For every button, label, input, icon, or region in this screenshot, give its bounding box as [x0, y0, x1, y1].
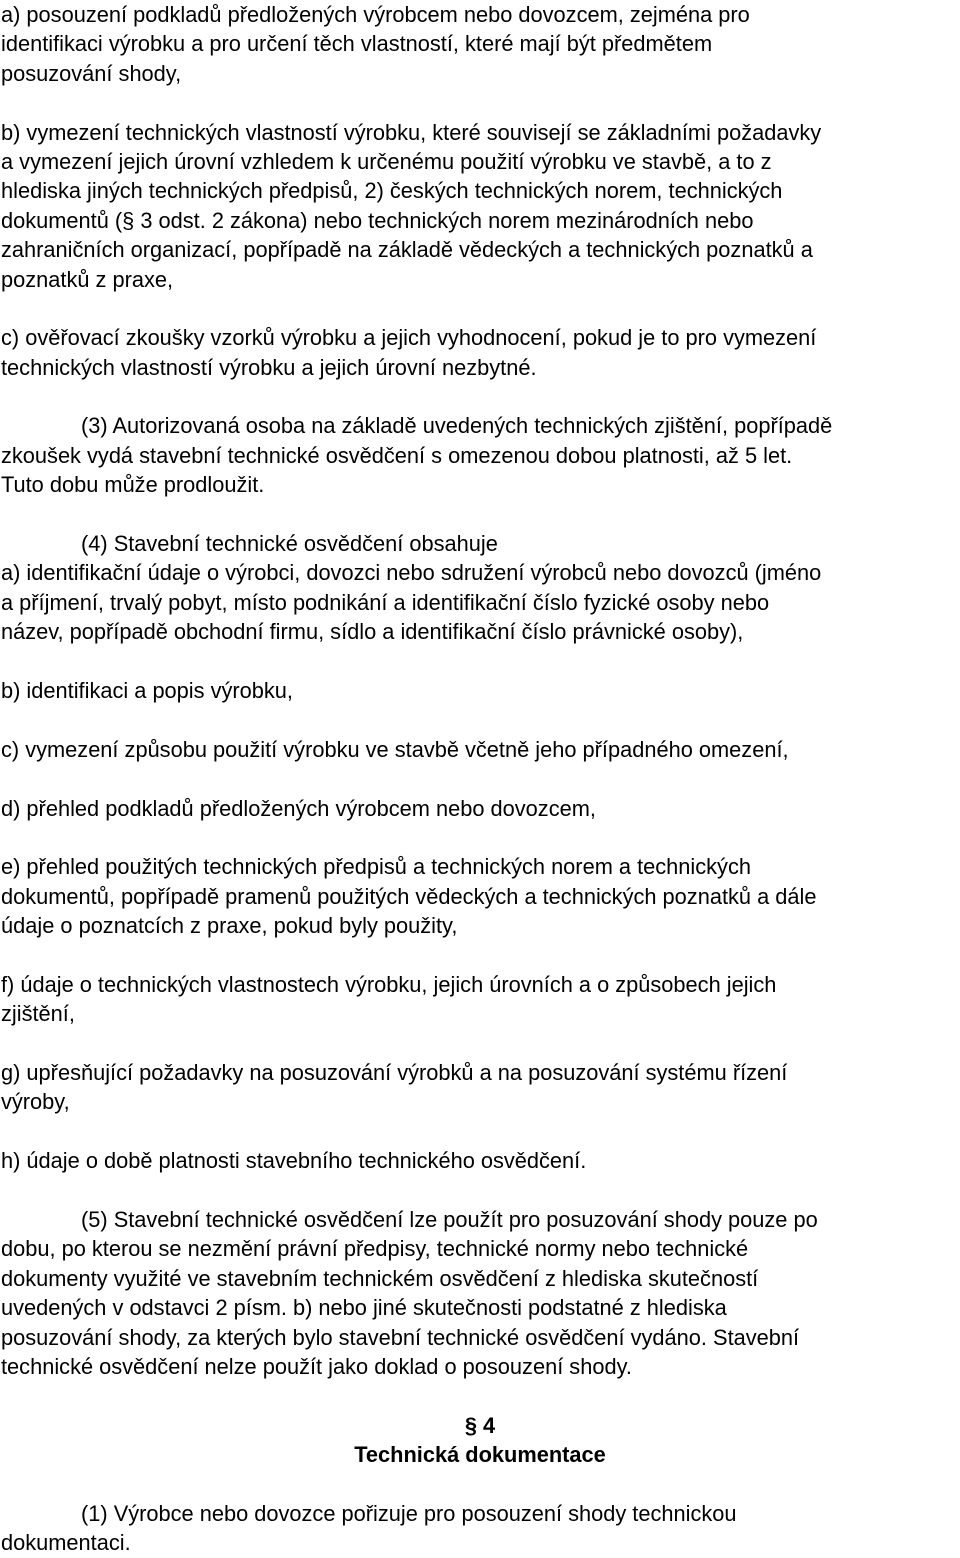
text-line: název, popřípadě obchodní firmu, sídlo a identifikační číslo právnické osoby), — [1, 619, 744, 645]
text-line: zkoušek vydá stavební technické osvědčení s omezenou dobou platnosti, až 5 let. — [1, 442, 793, 468]
text-line: zjištění, — [1, 1001, 75, 1027]
list-item-4g — [1, 1058, 959, 1117]
text-line: technických vlastností výrobku a jejich úrovní nezbytné. — [1, 354, 537, 380]
paragraph-heading: (4) Stavební technické osvědčení obsahuje — [81, 531, 498, 557]
text-line: posuzování shody, — [1, 60, 182, 86]
text-line: (1) Výrobce nebo dovozce pořizuje pro posouzení shody technickou — [81, 1500, 737, 1526]
text-line: dobu, po kterou se nezmění právní předpisy, technické normy nebo technické — [1, 1236, 749, 1262]
text-line: dokumentaci. — [1, 1530, 131, 1556]
text-line: a) posouzení podkladů předložených výrobcem nebo dovozcem, zejména pro — [1, 2, 750, 27]
list-item-4h: h) údaje o době platnosti stavebního technického osvědčení. — [1, 1148, 587, 1174]
text-line: a příjmení, trvalý pobyt, místo podnikání a identifikační číslo fyzické osoby nebo — [1, 589, 770, 615]
text-line: (5) Stavební technické osvědčení lze použít pro posuzování shody pouze po — [81, 1207, 818, 1233]
text-line: výroby, — [1, 1089, 70, 1115]
paragraph-3 — [1, 411, 959, 499]
document-page — [1, 0, 959, 1558]
text-line: a) identifikační údaje o výrobci, dovozci nebo sdružení výrobců nebo dovozců (jméno — [1, 560, 822, 586]
section-title: Technická dokumentace — [354, 1442, 606, 1468]
text-line: f) údaje o technických vlastnostech výrobku, jejich úrovních a o způsobech jejich — [1, 971, 777, 997]
text-line: e) přehled použitých technických předpisů a technických norem a technických — [1, 854, 751, 880]
list-item-4f — [1, 970, 959, 1029]
text-line: uvedených v odstavci 2 písm. b) nebo jiné skutečnosti podstatné z hlediska — [1, 1295, 727, 1321]
list-item-b — [1, 118, 959, 294]
list-item-4e — [1, 852, 959, 940]
text-line: hlediska jiných technických předpisů, 2) českých technických norem, technických — [1, 178, 783, 204]
paragraph-5 — [1, 1205, 959, 1381]
list-item-c — [1, 323, 959, 382]
text-line: a vymezení jejich úrovní vzhledem k určenému použití výrobku ve stavbě, a to z — [1, 148, 772, 174]
text-line: b) vymezení technických vlastností výrobku, které souvisejí se základními požadavky — [1, 119, 822, 145]
text-line: dokumentů, popřípadě pramenů použitých vědeckých a technických poznatků a dále — [1, 883, 817, 909]
list-item-4d: d) přehled podkladů předložených výrobcem nebo dovozcem, — [1, 795, 596, 821]
text-line: údaje o poznatcích z praxe, pokud byly použity, — [1, 913, 458, 939]
text-line: dokumentů (§ 3 odst. 2 zákona) nebo technických norem mezinárodních nebo — [1, 207, 754, 233]
paragraph-4 — [1, 529, 959, 647]
section-4-paragraph-1 — [1, 1499, 959, 1558]
text-line: c) ověřovací zkoušky vzorků výrobku a jejich vyhodnocení, pokud je to pro vymezení — [1, 325, 817, 351]
text-line: g) upřesňující požadavky na posuzování výrobků a na posuzování systému řízení — [1, 1060, 788, 1086]
list-item-4b: b) identifikaci a popis výrobku, — [1, 677, 293, 703]
text-line: Tuto dobu může prodloužit. — [1, 472, 265, 498]
text-line: identifikaci výrobku a pro určení těch vlastností, které mají být předmětem — [1, 31, 713, 57]
text-line: dokumenty využité ve stavebním technickém osvědčení z hlediska skutečností — [1, 1265, 759, 1291]
text-line: technické osvědčení nelze použít jako doklad o posouzení shody. — [1, 1353, 632, 1379]
list-item-a — [1, 0, 959, 88]
text-line: (3) Autorizovaná osoba na základě uvedených technických zjištění, popřípadě — [81, 413, 833, 439]
text-line: zahraničních organizací, popřípadě na základě vědeckých a technických poznatků a — [1, 237, 813, 263]
list-item-4c: c) vymezení způsobu použití výrobku ve stavbě včetně jeho případného omezení, — [1, 736, 789, 762]
section-number: § 4 — [464, 1412, 496, 1438]
text-line: posuzování shody, za kterých bylo stavební technické osvědčení vydáno. Stavební — [1, 1324, 800, 1350]
text-line: poznatků z praxe, — [1, 266, 174, 292]
